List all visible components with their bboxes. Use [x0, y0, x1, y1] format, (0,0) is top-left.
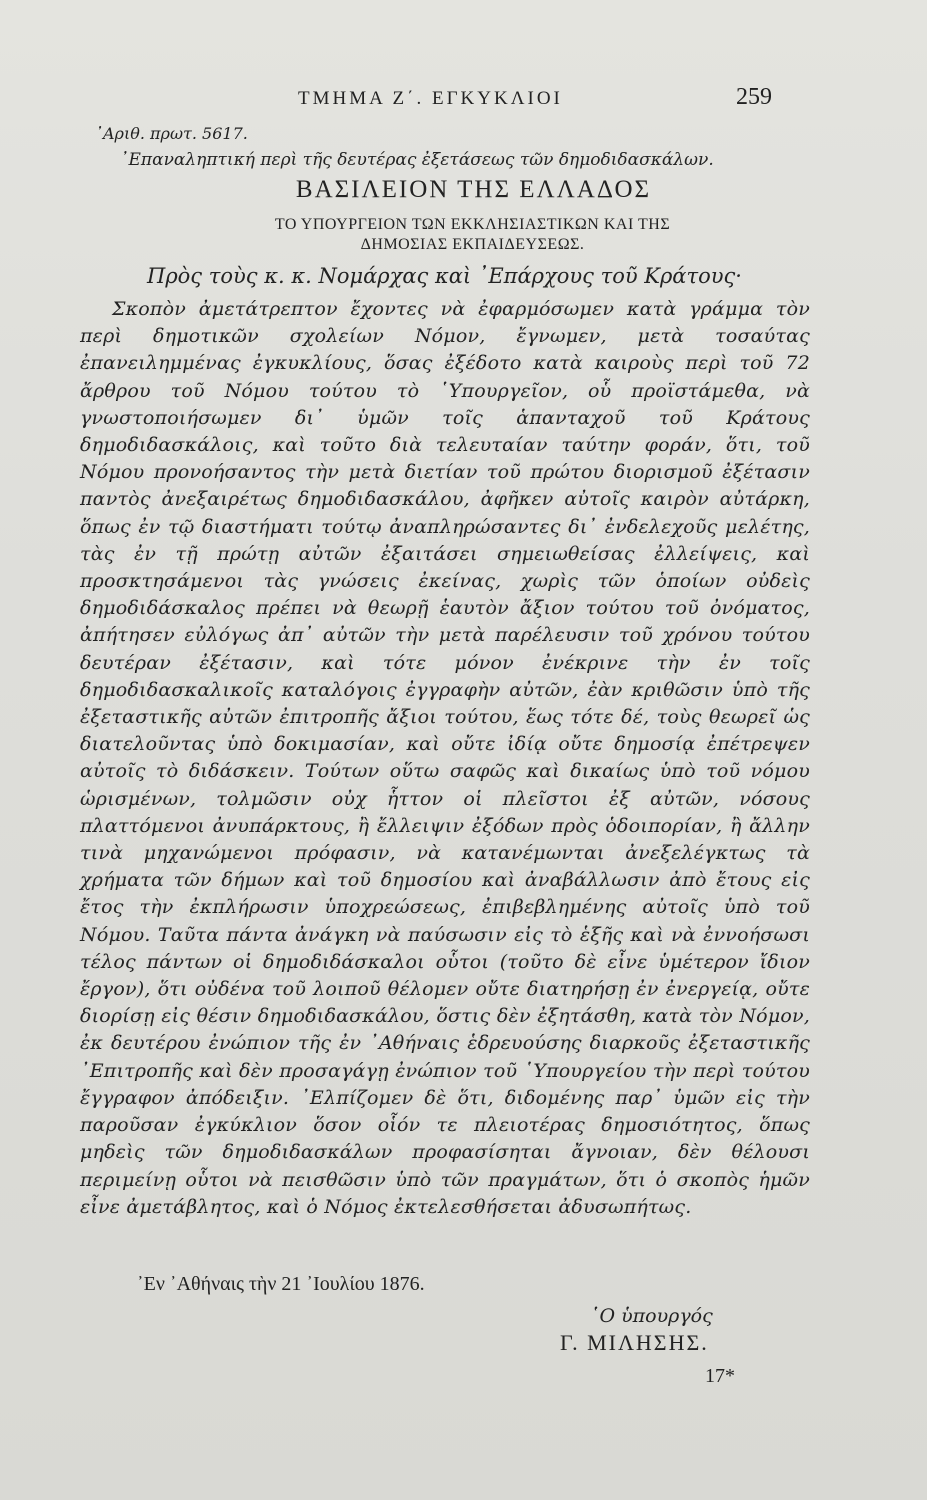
body-paragraph: Σκοπὸν ἀμετάτρεπτον ἔχοντες νὰ ἐφαρμόσωμεν κατὰ γράμμα τὸν περὶ δημοτικῶν σχολείων Νόμον, ἔγνωμεν, μετὰ τοσαύτας ἐπανειλημμένας ἐγκυκλίους, ὅσας ἐξέδοτο κατὰ καιροὺς περὶ τοῦ 72 ἄρθρου τοῦ Νόμου τούτου τὸ ῾Υπουργεῖον, οὗ προϊστάμεθα, νὰ γνωστοποιήσωμεν δι᾿ ὑμῶν τοῖς ἁπανταχοῦ τοῦ Κράτους δημοδιδασκάλοις, καὶ τοῦτο διὰ τελευταίαν ταύτην φοράν, ὅτι, τοῦ Νόμου προνοήσαντος τὴν μετὰ διετίαν τοῦ πρώτου διορισμοῦ ἐξέτασιν παντὸς ἀνεξαιρέτως δημοδιδασκάλου, ἀφῆκεν αὐτοῖς καιρὸν αὐτάρκη, ὅπως ἐν τῷ διαστήματι τούτῳ ἀναπληρώσαντες δι᾿ ἐνδελεχοῦς μελέτης, τὰς ἐν τῇ πρώτῃ αὐτῶν ἐξαιτάσει σημειωθείσας ἐλλείψεις, καὶ προσκτησάμενοι τὰς γνώσεις ἐκείνας, χωρὶς τῶν ὁποίων οὐδεὶς δημοδιδάσκαλος πρέπει νὰ θεωρῇ ἑαυτὸν ἄξιον τούτου τοῦ ὀνόματος, ἀπήτησεν εὐλόγως ἀπ᾿ αὐτῶν τὴν μετὰ παρέλευσιν τοῦ χρόνου τούτου δευτέραν ἐξέτασιν, καὶ τότε μόνον ἐνέκρινε τὴν ἐν τοῖς δημοδιδασκαλικοῖς καταλόγοις ἐγγραφὴν αὐτῶν, ἐὰν κριθῶσιν ὑπὸ τῆς ἐξεταστικῆς αὐτῶν ἐπιτροπῆς ἄξιοι τούτου, ἕως τότε δέ, τοὺς θεωρεῖ ὡς διατελοῦντας ὑπὸ δοκιμασίαν, καὶ οὔτε ἰδίᾳ οὔτε δημοσίᾳ ἐπέτρεψεν αὐτοῖς τὸ διδάσκειν. Τούτων οὕτω σαφῶς καὶ δικαίως ὑπὸ τοῦ νόμου ὡρισμένων, τολμῶσιν οὐχ ἧττον οἱ πλεῖστοι ἐξ αὐτῶν, νόσους πλαττόμενοι ἀνυπάρκτους, ἢ ἔλλειψιν ἐξόδων πρὸς ὁδοιπορίαν, ἢ ἄλλην τινὰ μηχανώμενοι πρόφασιν, νὰ κατανέμωνται ἀνεξελέγκτως τὰ χρήματα τῶν δήμων καὶ τοῦ δημοσίου καὶ ἀναβάλλωσιν ἀπὸ ἔτους εἰς ἔτος τὴν ἐκπλήρωσιν ὑποχρεώσεως, ἐπιβεβλημένης αὐτοῖς ὑπὸ τοῦ Νόμου. Ταῦτα πάντα ἀνάγκη νὰ παύσωσιν εἰς τὸ ἑξῆς καὶ νὰ ἐννοήσωσι τέλος πάντων οἱ δημοδιδάσκαλοι οὗτοι (τοῦτο δὲ εἶνε ὑμέτερον ἴδιον ἔργον), ὅτι οὐδένα τοῦ λοιποῦ θέλομεν οὔτε διατηρήσῃ ἐν ἐνεργείᾳ, οὔτε διορίσῃ εἰς θέσιν δημοδιδασκάλου, ὅστις δὲν ἐξητάσθη, κατὰ τὸν Νόμον, ἐκ δευτέρου ἐνώπιον τῆς ἐν ᾿Αθήναις ἑδρευούσης διαρκοῦς ἐξεταστικῆς ᾿Επιτροπῆς καὶ δὲν προσαγάγῃ ἐνώπιον τοῦ ῾Υπουργείου τὴν περὶ τούτου ἔγγραφον ἀπόδειξιν. ᾿Ελπίζομεν δὲ ὅτι, διδομένης παρ᾿ ὑμῶν εἰς τὴν παροῦσαν ἐγκύκλιον ὅσον οἷόν τε πλειοτέρας δημοσιότητος, ὅπως μηδεὶς τῶν δημοδιδασκάλων προφασίσηται ἄγνοιαν, δὲν θέλουσι περιμείνῃ οὗτοι νὰ πεισθῶσιν ὑπὸ τῶν πραγμάτων, ὅτι ὁ σκοπὸς ἡμῶν εἶνε ἀμετάβλητος, καὶ ὁ Νόμος ἐκτελεσθήσεται ἀδυσωπήτως.: [80, 298, 810, 1218]
page-number: 259: [736, 84, 772, 110]
body-text: [80, 296, 810, 1221]
signature-name: Γ. ΜΙΛΗΣΗΣ.: [560, 1330, 709, 1355]
document-subject: ᾿Επαναληπτική περὶ τῆς δευτέρας ἐξετάσεως τῶν δημοδιδασκάλων.: [120, 150, 714, 170]
ministry-title: [0, 215, 927, 255]
ministry-line-1: ΤΟ ΥΠΟΥΡΓΕΙΟΝ ΤΩΝ ΕΚΚΛΗΣΙΑΣΤΙΚΩΝ ΚΑΙ ΤΗΣ: [274, 216, 671, 233]
addressee-line: Πρὸς τοὺς κ. κ. Νομάρχας καὶ ᾿Επάρχους τοῦ Κράτους·: [147, 264, 742, 288]
running-head: ΤΜΗΜΑ Ζ΄. ΕΓΚΥΚΛΙΟΙ: [298, 88, 563, 109]
reference-number: ᾿Αριθ. πρωτ. 5617.: [95, 124, 248, 143]
signature-mark: 17*: [705, 1365, 735, 1387]
signature-title: ῾Ο ὑπουργός: [590, 1305, 713, 1327]
dateline: ᾿Εν ᾿Αθήναις τὴν 21 ᾿Ιουλίου 1876.: [137, 1273, 425, 1295]
ministry-line-2: ΔΗΜΟΣΙΑΣ ΕΚΠΑΙΔΕΥΣΕΩΣ.: [360, 236, 585, 253]
kingdom-title: ΒΑΣΙΛΕΙΟΝ ΤΗΣ ΕΛΛΑΔΟΣ: [295, 176, 652, 203]
